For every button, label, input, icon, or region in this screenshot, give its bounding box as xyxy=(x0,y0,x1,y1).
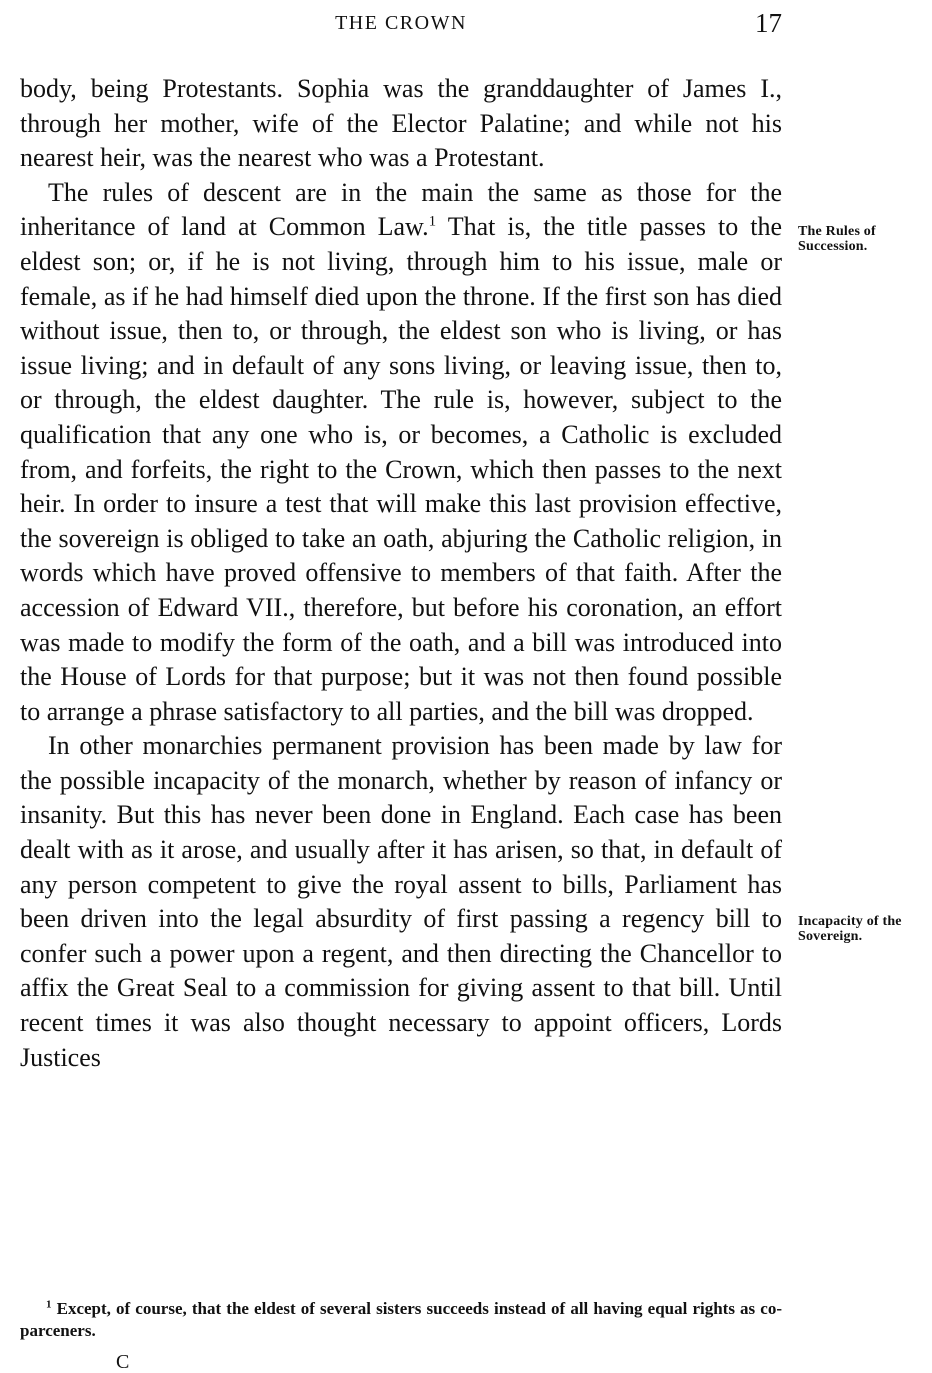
running-head xyxy=(20,8,782,42)
paragraph-text: The rules of descent are in the main the same as those for the inheritance of land at Common Law. xyxy=(20,177,782,242)
footnote xyxy=(20,1298,782,1342)
footnotes xyxy=(20,1298,782,1342)
paragraph-rules-of-descent xyxy=(20,176,782,730)
page-number: 17 xyxy=(755,8,782,38)
margin-note-rules-of-succession: The Rules of Succession. xyxy=(798,224,876,254)
margin-note-incapacity: Incapacity of the Sovereign. xyxy=(798,914,902,944)
running-title: THE CROWN xyxy=(335,12,467,34)
footnote-text: Except, of course, that the eldest of several sisters succeeds instead of all having equal rights as co-parceners. xyxy=(20,1299,782,1340)
paragraph-text: That is, the title passes to the eldest son; or, if he is not living, through him to his issue, male or female, as if he had himself died upon the throne. If the first son has died without issue, then to, or through, the eldest son who is living, or has issue living; and in default of any sons living, or leaving issue, then to, or through, the eldest daughter. The rule is, however, subject to the qualification that any one who is, or becomes, a Catholic is excluded from, and forfeits, the right to the Crown, which then passes to the next heir. In order to insure a test that will make this last provision effective, the sovereign is obliged to take an oath, abjuring the Catholic religion, in words which have proved offensive to members of that faith. After the accession of Edward VII., therefore, but before his coronation, an effort was made to modify the form of the oath, and a bill was introduced into the House of Lords for that purpose; but it was not then found possible to arrange a phrase satisfactory to all parties, and the bill was dropped. xyxy=(20,212,782,726)
paragraph-text: body, being Protestants. Sophia was the granddaughter of James I., through her mother, wife of the Elector Palatine; and while not his nearest heir, was the nearest who was a Protestant. xyxy=(20,74,782,173)
paragraph-incapacity xyxy=(20,729,782,1075)
footnote-mark: 1 xyxy=(46,1298,52,1311)
paragraph-continuation xyxy=(20,72,782,176)
footnote-reference[interactable]: 1 xyxy=(428,213,437,230)
signature-mark: C xyxy=(116,1351,130,1373)
paragraph-text: In other monarchies permanent provision has been made by law for the possible incapacity of the monarch, whether by reason of infancy or insanity. But this has never been done in England. Each case has been dealt with as it arose, and usually after it has arisen, so that, in default of any person competent to give the royal assent to bills, Parliament has been driven into the legal absurdity of first passing a regency bill to confer such a power upon a regent, and then directing the Chancellor to affix the Great Seal to a commission for giving assent to that bill. Until recent times it was also thought necessary to appoint officers, Lords Justices xyxy=(20,731,782,1072)
body-text xyxy=(20,72,782,1075)
